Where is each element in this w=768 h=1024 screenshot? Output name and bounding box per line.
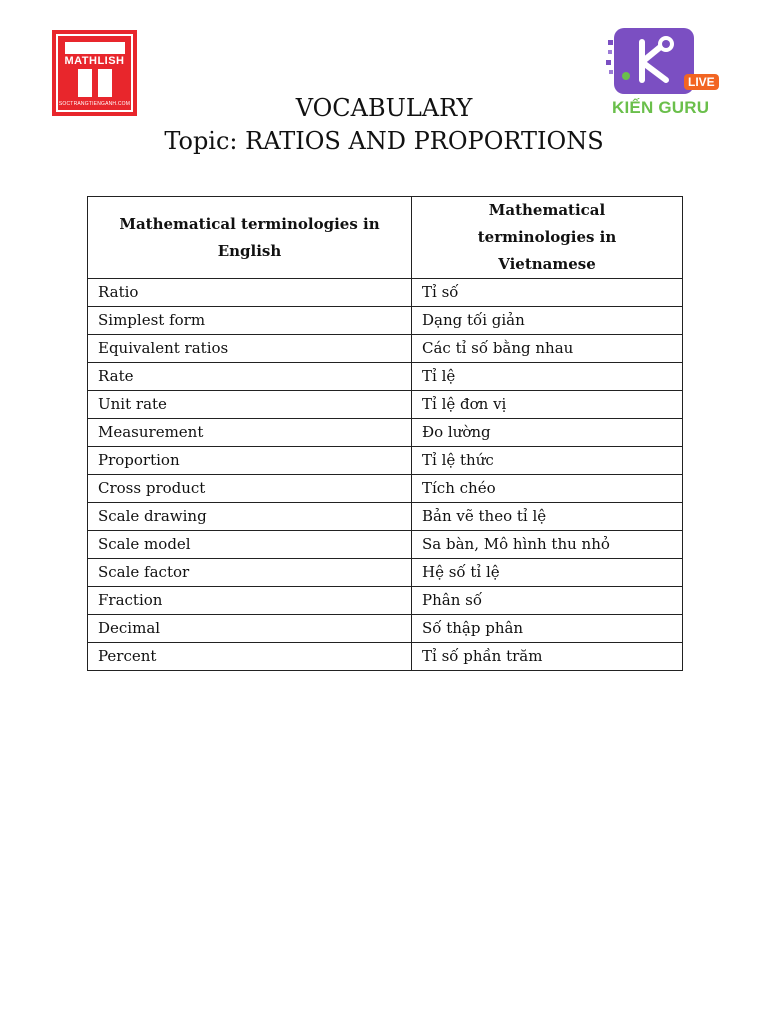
term-vietnamese: Tỉ lệ	[412, 363, 683, 391]
term-vietnamese: Dạng tối giản	[412, 307, 683, 335]
term-vietnamese: Tỉ số phần trăm	[412, 643, 683, 671]
term-vietnamese: Số thập phân	[412, 615, 683, 643]
table-row	[88, 587, 683, 615]
table-row	[88, 363, 683, 391]
term-vietnamese: Tỉ lệ thức	[412, 447, 683, 475]
table-row	[88, 419, 683, 447]
term-english: Scale drawing	[88, 503, 412, 531]
term-english: Equivalent ratios	[88, 335, 412, 363]
term-vietnamese: Tỉ lệ đơn vị	[412, 391, 683, 419]
table-row	[88, 531, 683, 559]
mathlish-brand-text: MATHLISH	[64, 55, 125, 67]
header-vietnamese: Mathematical terminologies in Vietnamese	[412, 197, 683, 279]
table-row	[88, 447, 683, 475]
page-title: VOCABULARY	[295, 94, 473, 122]
table-row	[88, 307, 683, 335]
table-row	[88, 335, 683, 363]
term-vietnamese: Bản vẽ theo tỉ lệ	[412, 503, 683, 531]
term-english: Scale factor	[88, 559, 412, 587]
table-row	[88, 503, 683, 531]
term-english: Scale model	[88, 531, 412, 559]
term-english: Percent	[88, 643, 412, 671]
m-letter-top	[65, 42, 125, 54]
term-vietnamese: Sa bàn, Mô hình thu nhỏ	[412, 531, 683, 559]
kienguru-brand-text: KIẾN GURU	[612, 98, 710, 117]
term-english: Fraction	[88, 587, 412, 615]
table-row	[88, 643, 683, 671]
header-english: Mathematical terminologies in English	[88, 197, 412, 279]
term-english: Unit rate	[88, 391, 412, 419]
term-vietnamese: Tích chéo	[412, 475, 683, 503]
mathlish-site-text: SOCTRANGTIENGANH.COM	[58, 101, 131, 107]
live-badge: LIVE	[684, 74, 719, 90]
term-english: Decimal	[88, 615, 412, 643]
vocabulary-table	[87, 196, 683, 671]
term-english: Rate	[88, 363, 412, 391]
table-row	[88, 559, 683, 587]
term-vietnamese: Tỉ số	[412, 279, 683, 307]
term-english: Measurement	[88, 419, 412, 447]
term-vietnamese: Hệ số tỉ lệ	[412, 559, 683, 587]
term-english: Proportion	[88, 447, 412, 475]
term-vietnamese: Phân số	[412, 587, 683, 615]
table-header-row	[88, 197, 683, 279]
table-row	[88, 475, 683, 503]
topic-subtitle: Topic: RATIOS AND PROPORTIONS	[164, 127, 604, 155]
term-english: Simplest form	[88, 307, 412, 335]
table-row	[88, 615, 683, 643]
table-row	[88, 279, 683, 307]
term-vietnamese: Đo lường	[412, 419, 683, 447]
term-english: Cross product	[88, 475, 412, 503]
table-row	[88, 391, 683, 419]
term-vietnamese: Các tỉ số bằng nhau	[412, 335, 683, 363]
term-english: Ratio	[88, 279, 412, 307]
